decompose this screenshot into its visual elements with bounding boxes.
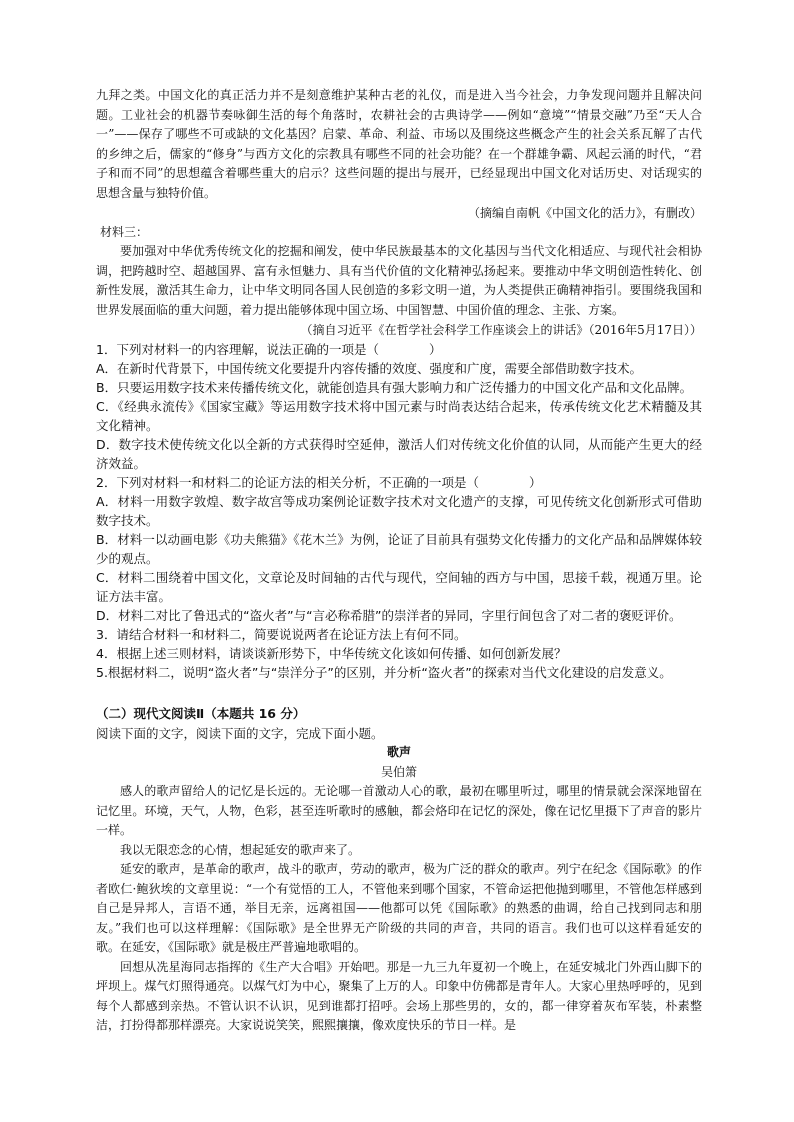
question-1-option-a: A．在新时代背景下，中国传统文化要提升内容传播的效度、强度和广度，需要全部借助数字技术。: [96, 361, 643, 376]
question-2-option-a: A．材料一用数字敦煌、数字故宫等成功案例论证数字技术对文化遗产的支撑，可见传统文化创新形式可借助数字技术。: [96, 494, 702, 528]
page: [96, 86, 702, 1036]
question-4: 4．根据上述三则材料，请谈谈新形势下，中华传统文化该如何传播、如何创新发展？: [96, 646, 567, 661]
material3-text: 要加强对中华优秀传统文化的挖掘和阐发，使中华民族最基本的文化基因与当代文化相适应、与现代社会相协调，把跨越时空、超越国界、富有永恒魅力、具有当代价值的文化精神弘扬起来。要推动中华文明创造性转化、创新性发展，激活其生命力，让中华文明同各国人民创造的多彩文明一道，为人类提供正确精神指引。要围绕我国和世界发展面临的重大问题，着力提出能够体现中国立场、中国智慧、中国价值的理念、主张、方案。: [96, 244, 702, 317]
story-author: 吴伯箫: [380, 764, 417, 779]
question-1-stem: 1．下列对材料一的内容理解，说法正确的一项是（ ）: [96, 342, 442, 357]
question-2: [96, 473, 702, 625]
story-title: 歌声: [386, 745, 411, 759]
story-paragraph: 延安的歌声，是革命的歌声，战斗的歌声，劳动的歌声，极为广泛的群众的歌声。列宁在纪念《国际歌》的作者欧仁·鲍狄埃的文章里说：“一个有觉悟的工人，不管他来到哪个国家，不管命运把他抛到哪里，不管他怎样感到自己是异邦人，言语不通，举目无亲，远离祖国——他都可以凭《国际歌》的熟悉的曲调，给自己找到同志和朋友。”我们也可以这样理解：《国际歌》是全世界无产阶级的共同的声音，共同的语言。我们也可以这样看延安的歌。在延安，《国际歌》就是极庄严普遍地歌唱的。: [96, 862, 702, 954]
question-5: 5.根据材料二，说明“盗火者”与“崇洋分子”的区别，并分析“盗火者”的探索对当代文化建设的启发意义。: [96, 665, 672, 680]
question-1: [96, 340, 702, 473]
story-paragraph: 回想从冼星海同志指挥的《生产大合唱》开始吧。那是一九三九年夏初一个晚上，在延安城北门外西山脚下的坪坝上。煤气灯照得通亮。以煤气灯为中心，聚集了上万的人。印象中仿佛都是青年人。大家心里热呼呼的，见到每个人都感到亲热。不管认识不认识，见到谁都打招呼。会场上那些男的，女的，都一律穿着灰布军装，朴素整洁，打扮得都那样漂亮。大家说说笑笑，熙熙攘攘，像欢度快乐的节日一样。是: [96, 959, 702, 1032]
question-3: 3．请结合材料一和材料二，简要说说两者在论证方法上有何不同。: [96, 627, 467, 642]
story-paragraph: 感人的歌声留给人的记忆是长远的。无论哪一首激动人心的歌，最初在哪里听过，哪里的情景就会深深地留在记忆里。环境，天气，人物，色彩，甚至连听歌时的感触，都会烙印在记忆的深处，像在记忆里摄下了声音的影片一样。: [96, 784, 702, 837]
section-2-instruction: 阅读下面的文字，阅读下面的文字，完成下面小题。: [96, 726, 384, 741]
material2-citation: （摘编自南帆《中国文化的活力》，有删改）: [467, 206, 702, 220]
question-1-option-b: B．只要运用数字技术来传播传统文化，就能创造具有强大影响力和广泛传播力的中国文化产品和文化品牌。: [96, 380, 693, 395]
question-2-option-d: D．材料二对比了鲁迅式的“盗火者”与“言必称希腊”的崇洋者的异同，字里行间包含了对二者的褒贬评价。: [96, 608, 682, 623]
question-2-option-b: B．材料一以动画电影《功夫熊猫》《花木兰》为例，论证了目前具有强势文化传播力的文化产品和品牌媒体较少的观点。: [96, 532, 702, 566]
story-paragraph: 我以无限恋念的心情，想起延安的歌声来了。: [120, 842, 361, 857]
material3-label: 材料三：: [100, 225, 149, 239]
material3-citation: （摘自习近平《在哲学社会科学工作座谈会上的讲话》（2016年5月17日））: [300, 323, 702, 337]
question-2-option-c: C．材料二围绕着中国文化，文章论及时间轴的古代与现代，空间轴的西方与中国，思接千载，视通万里。论证方法丰富。: [96, 570, 702, 604]
story: [96, 743, 702, 1036]
section-2-heading: （二）现代文阅读Ⅱ（本题共 16 分）: [96, 706, 306, 721]
material2-tail: 九拜之类。中国文化的真正活力并不是刻意维护某种古老的礼仪，而是进入当今社会，力争发现问题并且解决问题。工业社会的机器节奏咏御生活的每个角落时，农耕社会的古典诗学——例如“意境”“情景交融”乃至“天人合一”——保存了哪些不可或缺的文化基因？启蒙、革命、利益、市场以及围绕这些概念产生的社会关系瓦解了古代的乡绅之后，儒家的“修身”与西方文化的宗教具有哪些不同的社会功能？在一个群雄争霸、风起云涌的时代，“君子和而不同”的思想蕴含着哪些重大的启示？这些问题的提出与展开，已经显现出中国文化对话历史、对话现实的思想含量与独特价值。: [96, 88, 702, 200]
question-1-option-d: D．数字技术使传统文化以全新的方式获得时空延伸，激活人们对传统文化价值的认同，从而能产生更大的经济效益。: [96, 437, 702, 471]
question-1-option-c: C．《经典永流传》《国家宝藏》等运用数字技术将中国元素与时尚表达结合起来，传承传统文化艺术精髓及其文化精神。: [96, 399, 702, 433]
question-2-stem: 2．下列对材料一和材料二的论证方法的相关分析，不正确的一项是（ ）: [96, 475, 542, 490]
